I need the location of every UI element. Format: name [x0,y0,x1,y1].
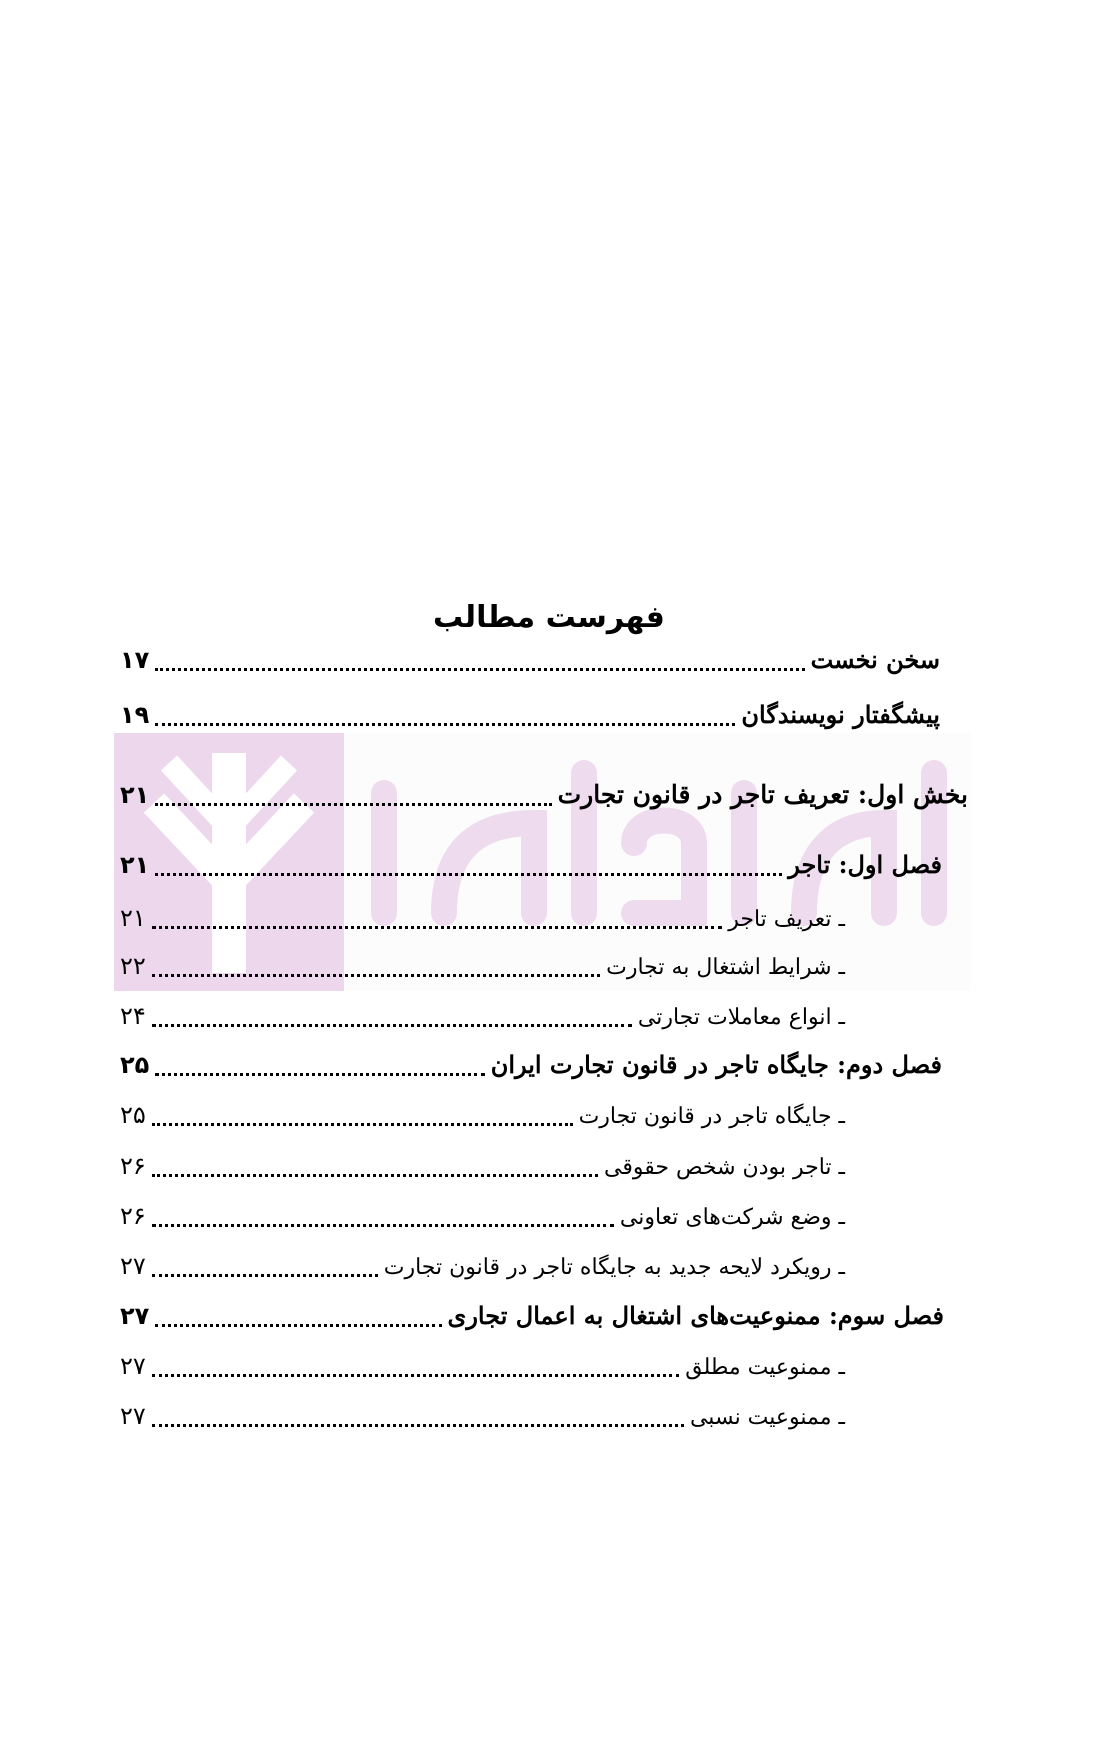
toc-page-number: ۲۷ [120,1352,146,1380]
toc-entry-label: ـ رویکرد لایحه جدید به جایگاه تاجر در قانون تجارت [383,1255,845,1280]
toc-page-number: ۲۱ [120,851,150,879]
toc-entry-section[interactable] [120,1095,845,1135]
dot-leader [152,1224,614,1227]
toc-entry-section[interactable] [120,1246,845,1286]
toc-entry-section[interactable] [120,946,845,986]
dot-leader [155,1324,441,1327]
toc-page-number: ۲۱ [120,904,146,932]
toc-entry-label: ـ وضع شرکت‌های تعاونی [619,1205,845,1230]
toc-entry-label: پیشگفتار نویسندگان [741,700,940,729]
toc-page-number: ۲۵ [120,1101,146,1129]
toc-entry-label: ـ ممنوعیت مطلق [685,1355,845,1380]
dot-leader [155,873,782,876]
dot-leader [152,1123,573,1126]
toc-entry-section[interactable] [120,1196,845,1236]
toc-entry-chapter[interactable] [120,1296,944,1336]
toc-page-number: ۲۵ [120,1051,150,1079]
toc-entry-chapter[interactable] [120,1045,942,1085]
dot-leader [155,1073,484,1076]
toc-entry-chapter[interactable] [120,845,942,885]
toc-page-number: ۱۷ [120,646,150,674]
toc-entry-section[interactable] [120,996,845,1036]
dot-leader [152,974,600,977]
toc-page-number: ۲۶ [120,1152,146,1180]
toc-page-number: ۲۷ [120,1402,146,1430]
dot-leader [152,1274,378,1277]
toc-entry-section[interactable] [120,1396,845,1436]
toc-entry-label: ـ انواع معاملات تجارتی [637,1005,845,1030]
toc-page-number: ۲۱ [120,781,150,809]
toc-page-number: ۱۹ [120,701,150,729]
toc-entry-section[interactable] [120,1346,845,1386]
toc-entry-section[interactable] [120,1146,845,1186]
toc-entry-label: فصل دوم: جایگاه تاجر در قانون تجارت ایران [490,1050,942,1079]
dot-leader [152,1374,679,1377]
toc-entry-label: سخن نخست [810,645,940,674]
toc-entry[interactable] [120,695,940,735]
dot-leader [152,926,722,929]
toc-page-number: ۲۲ [120,952,146,980]
dot-leader [155,668,804,671]
dot-leader [155,803,551,806]
dot-leader [152,1174,598,1177]
dot-leader [155,723,735,726]
toc-entry-label: فصل اول: تاجر [788,850,942,879]
toc-entry-label: ـ شرایط اشتغال به تجارت [606,955,845,980]
toc-entry[interactable] [120,640,940,680]
toc-page-number: ۲۴ [120,1002,146,1030]
table-of-contents [120,0,1040,1750]
toc-entry-label: ـ جایگاه تاجر در قانون تجارت [578,1104,845,1129]
toc-entry-part[interactable] [120,775,968,815]
toc-entry-label: بخش اول: تعریف تاجر در قانون تجارت [557,780,968,809]
toc-entry-label: ـ ممنوعیت نسبی [689,1405,845,1430]
page-title: فهرست مطالب [433,600,665,635]
toc-page-number: ۲۷ [120,1302,150,1330]
dot-leader [152,1024,632,1027]
toc-entry-label: ـ تاجر بودن شخص حقوقی [604,1155,845,1180]
toc-page-number: ۲۷ [120,1252,146,1280]
dot-leader [152,1424,684,1427]
toc-entry-label: فصل سوم: ممنوعیت‌های اشتغال به اعمال تجاری [447,1301,944,1330]
toc-page-number: ۲۶ [120,1202,146,1230]
toc-entry-section[interactable] [120,898,845,938]
toc-entry-label: ـ تعریف تاجر [728,907,845,932]
